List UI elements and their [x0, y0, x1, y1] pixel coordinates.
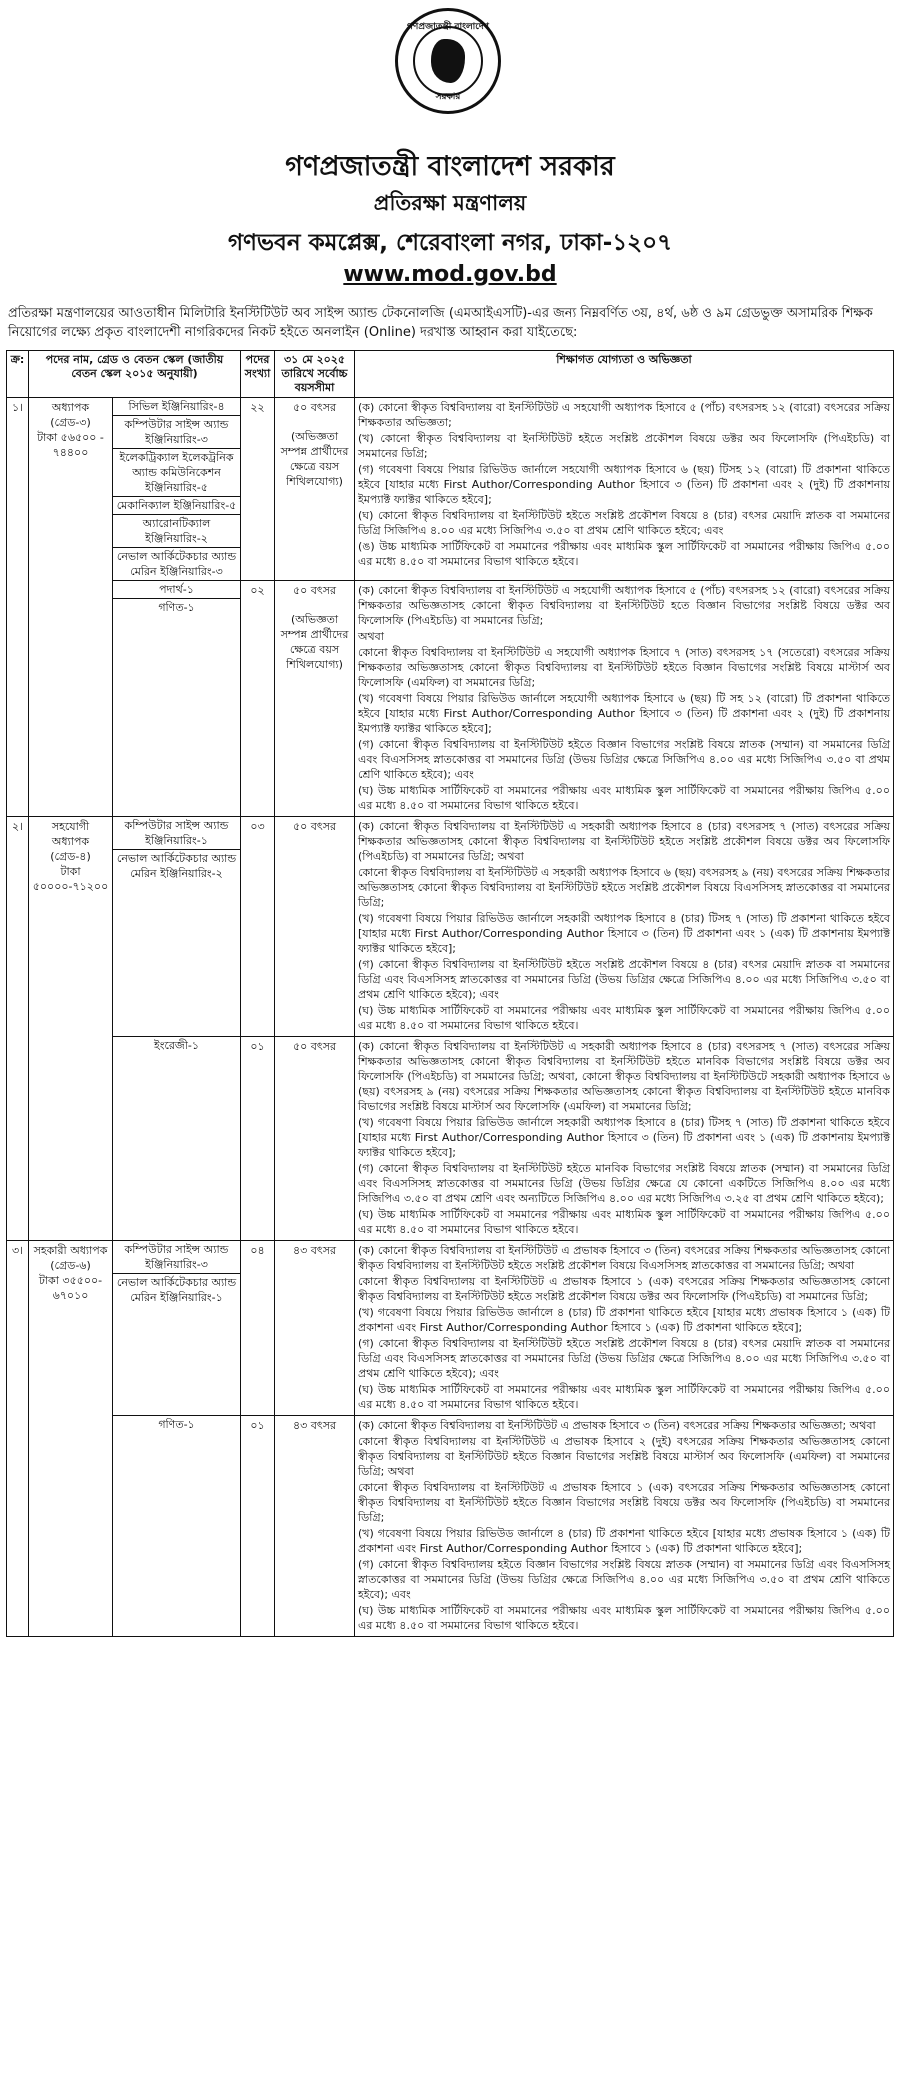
website-link[interactable]: www.mod.gov.bd: [343, 262, 557, 287]
qualification-item: (গ) কোনো স্বীকৃত বিশ্ববিদ্যালয় বা ইনস্টিটিউট হইতে সংশ্লিষ্ট প্রকৌশল বিষয়ে ৪ (চার) বৎসর মেয়াদি স্নাতক বা সমমানের ডিগ্রি এবং বিএসসিসহ স্নাতকোত্তর বা সমমানের ডিগ্রি (উভয় ডিগ্রির ক্ষেত্রে সিজিপিএ ৪.০০ এর মধ্যে সিজিপিএ ৩.৫০ বা প্রথম শ্রেণি থাকিতে হইবে); এবং: [358, 1337, 890, 1380]
post-count-cell: ০৩: [241, 817, 275, 1037]
qualification-item: (ঘ) কোনো স্বীকৃত বিশ্ববিদ্যালয় বা ইনস্টিটিউট হইতে সংশ্লিষ্ট প্রকৌশল বিষয়ে ৪ (চার) বৎসর মেয়াদি স্নাতক বা সমমানের ডিগ্রি সিজিপিএ ৪.০০ এর মধ্যে সিজিপিএ ৩.৫০ বা প্রথম শ্রেণি থাকিতে হইবে; এবং: [358, 509, 890, 537]
qualification-item: (গ) কোনো স্বীকৃত বিশ্ববিদ্যালয় হইতে বিজ্ঞান বিভাগের সংশ্লিষ্ট বিষয়ে স্নাতক (সম্মান) বা সমমানের ডিগ্রি এবং বিএসসিসহ স্নাতকোত্তর বা সমমানের ডিগ্রি (উভয় ডিগ্রির ক্ষেত্রে সিজিপিএ ৪.০০ এর মধ্যে সিজিপিএ ৩.৫০ বা প্রথম শ্রেণি থাকিতে হইবে); এবং: [358, 1558, 890, 1601]
qualification-item: (ক) কোনো স্বীকৃত বিশ্ববিদ্যালয় বা ইনস্টিটিউট এ সহকারী অধ্যাপক হিসাবে ৪ (চার) বৎসরসহ ৭ (সাত) বৎসরের সক্রিয় শিক্ষকতার অভিজ্ঞতাসহ কোনো স্বীকৃত বিশ্ববিদ্যালয় বা ইনস্টিটিউট হইতে সংশ্লিষ্ট প্রকৌশল বিষয়ে ডক্টর অব ফিলোসফি (পিএইচডি) বা সমমানের ডিগ্রি; অথবা: [358, 820, 890, 863]
post-grade: (গ্রেড-৪): [50, 850, 91, 863]
department-item: অ্যারোনটিক্যাল ইঞ্জিনিয়ারিং-২: [113, 515, 240, 548]
post-cell: [29, 1241, 113, 1637]
qualification-item: (গ) গবেষণা বিষয়ে পিয়ার রিভিউড জার্নালে সহযোগী অধ্যাপক হিসাবে ৬ (ছয়) টিসহ ১২ (বারো) টি প্রকাশনা থাকিতে হইবে [যাহার মধ্যে First Author/Corresponding Author হিসাবে ৩ (তিন) টি প্রকাশনা এবং ২ (দুই) টি প্রকাশনায় ইমপ্যাক্ট ফ্যাক্টর থাকিতে হইবে];: [358, 463, 890, 506]
serial-cell: ২।: [7, 817, 29, 1241]
table-row: [7, 817, 894, 1037]
qualification-item: (খ) গবেষণা বিষয়ে পিয়ার রিভিউড জার্নালে সহকারী অধ্যাপক হিসাবে ৪ (চার) টিসহ ৭ (সাত) টি প্রকাশনা থাকিতে হইবে [যাহার মধ্যে First Author/Corresponding Author হিসাবে ৩ (তিন) টি প্রকাশনা এবং ১ (এক) টি প্রকাশনায় ইমপ্যাক্ট ফ্যাক্টর থাকিতে হইবে];: [358, 912, 890, 955]
post-count-cell: ০১: [241, 1037, 275, 1241]
qualification-item: (খ) গবেষণা বিষয়ে পিয়ার রিভিউড জার্নালে সহযোগী অধ্যাপক হিসাবে ৬ (ছয়) টি সহ ১২ (বারো) টি প্রকাশনা থাকিতে হইবে [যাহার মধ্যে First Author/Corresponding Author হিসাবে ৩ (তিন) টি প্রকাশনা এবং ২ (দুই) টি প্রকাশনায় ইমপ্যাক্ট ফ্যাক্টর থাকিতে হইবে];: [358, 692, 890, 735]
post-count-cell: ০৪: [241, 1241, 275, 1416]
post-cell: [29, 817, 113, 1241]
department-cell: [113, 817, 241, 1037]
age-limit: ৫০ বৎসর: [292, 820, 337, 833]
header-age: ৩১ মে ২০২৫ তারিখে সর্বোচ্চ বয়সসীমা: [275, 351, 355, 398]
department-item: পদার্থ-১: [113, 581, 240, 599]
department-item: কম্পিউটার সাইন্স অ্যান্ড ইঞ্জিনিয়ারিং-৩: [113, 1241, 240, 1274]
age-limit: ৫০ বৎসর: [292, 584, 337, 597]
qualification-item: (ঙ) উচ্চ মাধ্যমিক সার্টিফিকেট বা সমমানের পরীক্ষায় এবং মাধ্যমিক স্কুল সার্টিফিকেট বা সমমানের পরীক্ষায় জিপিএ ৫.০০ এর মধ্যে ৪.৫০ বা সমমানের বিভাগ থাকিতে হইবে।: [358, 540, 890, 568]
department-item: নেভাল আর্কিটেকচার অ্যান্ড মেরিন ইঞ্জিনিয়ারিং-৩: [116, 550, 237, 578]
qualification-item: (গ) কোনো স্বীকৃত বিশ্ববিদ্যালয় বা ইনস্টিটিউট হইতে মানবিক বিভাগের সংশ্লিষ্ট বিষয়ে স্নাতক (সম্মান) বা সমমানের ডিগ্রি এবং বিএসসিসহ স্নাতকোত্তর বা সমমানের ডিগ্রি (উভয় ডিগ্রির ক্ষেত্রে যে কোনো একটিতে সিজিপিএ ৪.০০ এর মধ্যে সিজিপিএ ৩.৫০ বা প্রথম শ্রেণি এবং অন্যটিতে সিজিপিএ ৪.০০ এর মধ্যে সিজিপিএ ৩.২৫ বা প্রথম শ্রেণি থাকিতে হইবে);: [358, 1162, 890, 1205]
post-scale: টাকা ৫০০০০-৭১২০০: [32, 865, 109, 893]
qualification-cell: [355, 1241, 894, 1416]
qualification-item: (ঘ) উচ্চ মাধ্যমিক সার্টিফিকেট বা সমমানের পরীক্ষায় এবং মাধ্যমিক স্কুল সার্টিফিকেট বা সমমানের পরীক্ষায় জিপিএ ৫.০০ এর মধ্যে ৪.৫০ বা সমমানের বিভাগ থাকিতে হইবে।: [358, 1604, 890, 1632]
vacancy-table: [6, 350, 894, 1637]
qualification-item: (ঘ) উচ্চ মাধ্যমিক সার্টিফিকেট বা সমমানের পরীক্ষায় এবং মাধ্যমিক স্কুল সার্টিফিকেট বা সমমানের পরীক্ষায় জিপিএ ৫.০০ এর মধ্যে ৪.৫০ বা সমমানের বিভাগ থাকিতে হইবে।: [358, 1208, 890, 1236]
qualification-item: (ক) কোনো স্বীকৃত বিশ্ববিদ্যালয় বা ইনস্টিটিউট এ প্রভাষক হিসাবে ৩ (তিন) বৎসরের সক্রিয় শিক্ষকতার অভিজ্ঞতা; অথবা: [358, 1419, 876, 1432]
department-item: গণিত-১: [158, 1418, 195, 1431]
age-limit-cell: [275, 398, 355, 581]
qualification-cell: [355, 1037, 894, 1241]
serial-cell: ১।: [7, 398, 29, 817]
qualification-item: (ঘ) উচ্চ মাধ্যমিক সার্টিফিকেট বা সমমানের পরীক্ষায় এবং মাধ্যমিক স্কুল সার্টিফিকেট বা সমমানের পরীক্ষায় জিপিএ ৫.০০ এর মধ্যে ৪.৫০ বা সমমানের বিভাগ থাকিতে হইবে।: [358, 1383, 890, 1411]
post-count-cell: ২২: [241, 398, 275, 581]
age-limit-cell: [275, 1416, 355, 1637]
qualification-item: (খ) গবেষণা বিষয়ে পিয়ার রিভিউড জার্নালে সহকারী অধ্যাপক হিসাবে ৪ (চার) টিসহ ৭ (সাত) টি প্রকাশনা থাকিতে হইবে [যাহার মধ্যে First Author/Corresponding Author হিসাবে ৩ (তিন) টি প্রকাশনা এবং ১ (এক) টি প্রকাশনায় ইমপ্যাক্ট ফ্যাক্টর থাকিতে হইবে];: [358, 1116, 890, 1159]
qualification-cell: [355, 581, 894, 817]
qualification-item: (ক) কোনো স্বীকৃত বিশ্ববিদ্যালয় বা ইনস্টিটিউট এ সহকারী অধ্যাপক হিসাবে ৪ (চার) বৎসরসহ ৭ (সাত) বৎসরের সক্রিয় শিক্ষকতার অভিজ্ঞতাসহ কোনো স্বীকৃত বিশ্ববিদ্যালয় বা ইনস্টিটিউট হইতে মানবিক বিভাগের সংশ্লিষ্ট বিষয়ে ডক্টর অব ফিলোসফি (পিএইচডি) বা সমমানের ডিগ্রি; অথবা, কোনো স্বীকৃত বিশ্ববিদ্যালয় বা ইনস্টিটিউটে সহকারী অধ্যাপক হিসাবে ৬ (ছয়) বৎসরসহ ৯ (নয়) বৎসরের সক্রিয় শিক্ষকতার অভিজ্ঞতাসহ কোনো স্বীকৃত বিশ্ববিদ্যালয় বা ইনস্টিটিউট হইতে মানবিক বিভাগের সংশ্লিষ্ট বিষয়ে মাস্টার্স অব ফিলোসফি (এমফিল) বা সমমানের ডিগ্রি;: [358, 1040, 890, 1113]
header-count: পদের সংখ্যা: [241, 351, 275, 398]
qualification-item: (খ) গবেষণা বিষয়ে পিয়ার রিভিউড জার্নালে ৪ (চার) টি প্রকাশনা থাকিতে হইবে [যাহার মধ্যে প্রভাষক হিসাবে ১ (এক) টি প্রকাশনা এবং First Author/Corresponding Author হিসাবে ১ (এক) টি প্রকাশনা থাকিতে হইবে];: [358, 1527, 890, 1555]
post-cell: [29, 398, 113, 817]
age-relaxation-note: (অভিজ্ঞতা সম্পন্ন প্রার্থীদের ক্ষেত্রে বয়স শিথিলযোগ্য): [280, 613, 349, 671]
department-item: কম্পিউটার সাইন্স অ্যান্ড ইঞ্জিনিয়ারিং-১: [113, 817, 240, 850]
table-row: [7, 1037, 894, 1241]
header-sl: ক্র:: [7, 351, 29, 398]
qualification-item: (ক) কোনো স্বীকৃত বিশ্ববিদ্যালয় বা ইনস্টিটিউট এ প্রভাষক হিসাবে ৩ (তিন) বৎসরের সক্রিয় শিক্ষকতার অভিজ্ঞতাসহ কোনো স্বীকৃত বিশ্ববিদ্যালয় বা ইনস্টিটিউট হইতে সংশ্লিষ্ট প্রকৌশল বিষয়ে বিএসসিসহ স্নাতকোত্তর বা সমমানের ডিগ্রি; অথবা: [358, 1244, 890, 1272]
post-grade: (গ্রেড-৩): [50, 416, 91, 429]
age-limit-cell: [275, 1241, 355, 1416]
department-item: মেকানিক্যাল ইঞ্জিনিয়ারিং-৫: [113, 497, 240, 515]
table-row: [7, 1416, 894, 1637]
post-post: সহকারী অধ্যাপক: [33, 1244, 108, 1257]
qualification-cell: [355, 1416, 894, 1637]
qualification-item: কোনো স্বীকৃত বিশ্ববিদ্যালয় বা ইনস্টিটিউট এ সহযোগী অধ্যাপক হিসাবে ৭ (সাত) বৎসরসহ ১৭ (সতেরো) বৎসরের সক্রিয় শিক্ষকতার অভিজ্ঞতাসহ কোনো স্বীকৃত বিশ্ববিদ্যালয় বা ইনস্টিটিউট হইতে বিজ্ঞান বিভাগের সংশ্লিষ্ট বিষয়ে মাস্টার্স অব ফিলোসফি (এমফিল) বা সমমানের ডিগ্রি;: [358, 646, 890, 689]
age-limit-cell: [275, 581, 355, 817]
qualification-item: কোনো স্বীকৃত বিশ্ববিদ্যালয় বা ইনস্টিটিউট এ প্রভাষক হিসাবে ২ (দুই) বৎসরের সক্রিয় শিক্ষকতার অভিজ্ঞতাসহ কোনো স্বীকৃত বিশ্ববিদ্যালয় বা ইনস্টিটিউট হইতে বিজ্ঞান বিভাগের সংশ্লিষ্ট বিষয়ে মাস্টার্স অব ফিলোসফি (এমফিল) বা সমমানের ডিগ্রি; অথবা: [358, 1435, 890, 1478]
department-cell: [113, 398, 241, 581]
serial-cell: ৩।: [7, 1241, 29, 1637]
department-item: কম্পিউটার সাইন্স অ্যান্ড ইঞ্জিনিয়ারিং-৩: [113, 416, 240, 449]
age-limit: ৫০ বৎসর: [292, 1040, 337, 1053]
age-limit: ৪৩ বৎসর: [292, 1419, 337, 1432]
post-scale: টাকা ৫৬৫০০ - ৭৪৪০০: [37, 431, 104, 459]
government-seal: [395, 8, 501, 114]
department-item: ইংরেজী-১: [153, 1039, 200, 1052]
table-row: [7, 398, 894, 581]
bangladesh-map-icon: [431, 39, 465, 83]
department-cell: [113, 1037, 241, 1241]
header-post: পদের নাম, গ্রেড ও বেতন স্কেল (জাতীয় বেতন স্কেল ২০১৫ অনুযায়ী): [29, 351, 241, 398]
qualification-item: (ঘ) উচ্চ মাধ্যমিক সার্টিফিকেট বা সমমানের পরীক্ষায় এবং মাধ্যমিক স্কুল সার্টিফিকেট বা সমমানের পরীক্ষায় জিপিএ ৫.০০ এর মধ্যে ৪.৫০ বা সমমানের বিভাগ থাকিতে হইবে।: [358, 784, 890, 812]
intro-paragraph: প্রতিরক্ষা মন্ত্রণালয়ের আওতাধীন মিলিটারি ইনস্টিটিউট অব সাইন্স অ্যান্ড টেকনোলজি (এমআইএসটি)-এর জন্য নিম্নবর্ণিত ৩য়, ৪র্থ, ৬ষ্ঠ ও ৯ম গ্রেডভুক্ত অসামরিক শিক্ষক নিয়োগের লক্ষ্যে প্রকৃত বাংলাদেশী নাগরিকদের নিকট হইতে অনলাইন (Online) দরখাস্ত আহ্বান করা যাইতেছে:: [8, 306, 873, 340]
seal-bottom-text: সরকার: [435, 92, 461, 102]
header-qualification: শিক্ষাগত যোগ্যতা ও অভিজ্ঞতা: [355, 351, 894, 398]
department-cell: [113, 581, 241, 817]
department-item: সিভিল ইঞ্জিনিয়ারিং-৪: [113, 398, 240, 416]
post-post: অধ্যাপক: [51, 401, 90, 414]
qualification-item: (খ) কোনো স্বীকৃত বিশ্ববিদ্যালয় বা ইনস্টিটিউট হইতে সংশ্লিষ্ট প্রকৌশল বিষয়ে ডক্টর অব ফিলোসফি (পিএইচডি) বা সমমানের ডিগ্রি;: [358, 432, 890, 460]
qualification-item: অথবা: [358, 630, 384, 643]
qualification-item: (ক) কোনো স্বীকৃত বিশ্ববিদ্যালয় বা ইনস্টিটিউট এ সহযোগী অধ্যাপক হিসাবে ৫ (পাঁচ) বৎসরসহ ১২ (বারো) বৎসরের সক্রিয় শিক্ষকতার অভিজ্ঞতাসহ কোনো স্বীকৃত বিশ্ববিদ্যালয় বা ইনস্টিটিউট হতে বিজ্ঞান বিভাগের সংশ্লিষ্ট বিষয়ে ডক্টর অব ফিলোসফি (পিএইচডি) বা সমমানের ডিগ্রি;: [358, 584, 890, 627]
address: গণভবন কমপ্লেক্স, শেরেবাংলা নগর, ঢাকা-১২০৭: [227, 230, 673, 256]
qualification-cell: [355, 817, 894, 1037]
age-limit-cell: [275, 1037, 355, 1241]
department-item: নেভাল আর্কিটেকচার অ্যান্ড মেরিন ইঞ্জিনিয়ারিং-১: [116, 1276, 237, 1304]
qualification-item: (ঘ) উচ্চ মাধ্যমিক সার্টিফিকেট বা সমমানের পরীক্ষায় এবং মাধ্যমিক স্কুল সার্টিফিকেট বা সমমানের পরীক্ষায় জিপিএ ৫.০০ এর মধ্যে ৪.৫০ বা সমমানের বিভাগ থাকিতে হইবে।: [358, 1004, 890, 1032]
post-grade: (গ্রেড-৬): [50, 1259, 91, 1272]
post-post: সহযোগী অধ্যাপক: [51, 820, 90, 848]
department-item: গণিত-১: [158, 601, 195, 614]
qualification-item: কোনো স্বীকৃত বিশ্ববিদ্যালয় বা ইনস্টিটিউট এ প্রভাষক হিসাবে ১ (এক) বৎসরের সক্রিয় শিক্ষকতার অভিজ্ঞতাসহ কোনো স্বীকৃত বিশ্ববিদ্যালয় বা ইনস্টিটিউট হইতে সংশ্লিষ্ট প্রকৌশল বিষয়ে ডক্টর অব ফিলোসফি (পিএইচডি) বা সমমানের ডিগ্রি;: [358, 1275, 890, 1303]
department-cell: [113, 1241, 241, 1416]
qualification-item: (ক) কোনো স্বীকৃত বিশ্ববিদ্যালয় বা ইনস্টিটিউট এ সহযোগী অধ্যাপক হিসাবে ৫ (পাঁচ) বৎসরসহ ১২ (বারো) বৎসরের সক্রিয় শিক্ষকতার অভিজ্ঞতা;: [358, 401, 890, 429]
qualification-item: (খ) গবেষণা বিষয়ে পিয়ার রিভিউড জার্নালে ৪ (চার) টি প্রকাশনা থাকিতে হইবে [যাহার মধ্যে প্রভাষক হিসাবে ১ (এক) টি প্রকাশনা এবং First Author/Corresponding Author হিসাবে ১ (এক) টি প্রকাশনা থাকিতে হইবে];: [358, 1306, 890, 1334]
ministry-title: প্রতিরক্ষা মন্ত্রণালয়: [373, 191, 527, 215]
qualification-item: কোনো স্বীকৃত বিশ্ববিদ্যালয় বা ইনস্টিটিউট এ প্রভাষক হিসাবে ১ (এক) বৎসরের সক্রিয় শিক্ষকতার অভিজ্ঞতাসহ কোনো স্বীকৃত বিশ্ববিদ্যালয় বা ইনস্টিটিউট হইতে বিজ্ঞান বিভাগের সংশ্লিষ্ট বিষয়ে ডক্টর অব ফিলোসফি (পিএইচডি) বা সমমানের ডিগ্রি;: [358, 1481, 890, 1524]
department-item: নেভাল আর্কিটেকচার অ্যান্ড মেরিন ইঞ্জিনিয়ারিং-২: [116, 852, 237, 880]
qualification-item: (গ) কোনো স্বীকৃত বিশ্ববিদ্যালয় বা ইনস্টিটিউট হইতে বিজ্ঞান বিভাগের সংশ্লিষ্ট বিষয়ে স্নাতক (সম্মান) বা সমমানের ডিগ্রি এবং বিএসসিসহ স্নাতকোত্তর বা সমমানের ডিগ্রি (উভয় ডিগ্রির ক্ষেত্রে সিজিপিএ ৪.০০ এর মধ্যে সিজিপিএ ৩.৫০ বা প্রথম শ্রেণি থাকিতে হইবে); এবং: [358, 738, 890, 781]
table-row: [7, 1241, 894, 1416]
post-count-cell: ০২: [241, 581, 275, 817]
post-scale: টাকা ৩৫৫০০- ৬৭০১০: [38, 1274, 103, 1302]
age-relaxation-note: (অভিজ্ঞতা সম্পন্ন প্রার্থীদের ক্ষেত্রে বয়স শিথিলযোগ্য): [280, 430, 349, 488]
qualification-item: (গ) কোনো স্বীকৃত বিশ্ববিদ্যালয় বা ইনস্টিটিউট হইতে সংশ্লিষ্ট প্রকৌশল বিষয়ে ৪ (চার) বৎসর মেয়াদি স্নাতক বা সমমানের ডিগ্রি এবং বিএসসিসহ স্নাতকোত্তর বা সমমানের ডিগ্রি (উভয় ডিগ্রির ক্ষেত্রে সিজিপিএ ৪.০০ এর মধ্যে সিজিপিএ ৩.৫০ বা প্রথম শ্রেণি থাকিতে হইবে); এবং: [358, 958, 890, 1001]
post-count-cell: ০১: [241, 1416, 275, 1637]
age-limit-cell: [275, 817, 355, 1037]
government-title: গণপ্রজাতন্ত্রী বাংলাদেশ সরকার: [285, 151, 615, 182]
department-cell: [113, 1416, 241, 1637]
age-limit: ৪৩ বৎসর: [292, 1244, 337, 1257]
seal-top-text: গণপ্রজাতন্ত্রী বাংলাদেশ: [407, 22, 489, 32]
qualification-cell: [355, 398, 894, 581]
age-limit: ৫০ বৎসর: [292, 401, 337, 414]
qualification-item: কোনো স্বীকৃত বিশ্ববিদ্যালয় বা ইনস্টিটিউট এ সহকারী অধ্যাপক হিসাবে ৬ (ছয়) বৎসরসহ ৯ (নয়) বৎসরের সক্রিয় শিক্ষকতার অভিজ্ঞতাসহ কোনো স্বীকৃত বিশ্ববিদ্যালয় বা ইনস্টিটিউট হইতে সংশ্লিষ্ট প্রকৌশল বিষয়ে বিএসসিসহ স্নাতকোত্তর বা সমমানের ডিগ্রি;: [358, 866, 890, 909]
table-header-row: [7, 351, 894, 398]
table-row: [7, 581, 894, 817]
department-item: ইলেকট্রিক্যাল ইলেকট্রনিক অ্যান্ড কমিউনিকেশন ইঞ্জিনিয়ারিং-৫: [113, 449, 240, 497]
table-body: [7, 398, 894, 1637]
seal-inner-ring: [413, 26, 483, 96]
